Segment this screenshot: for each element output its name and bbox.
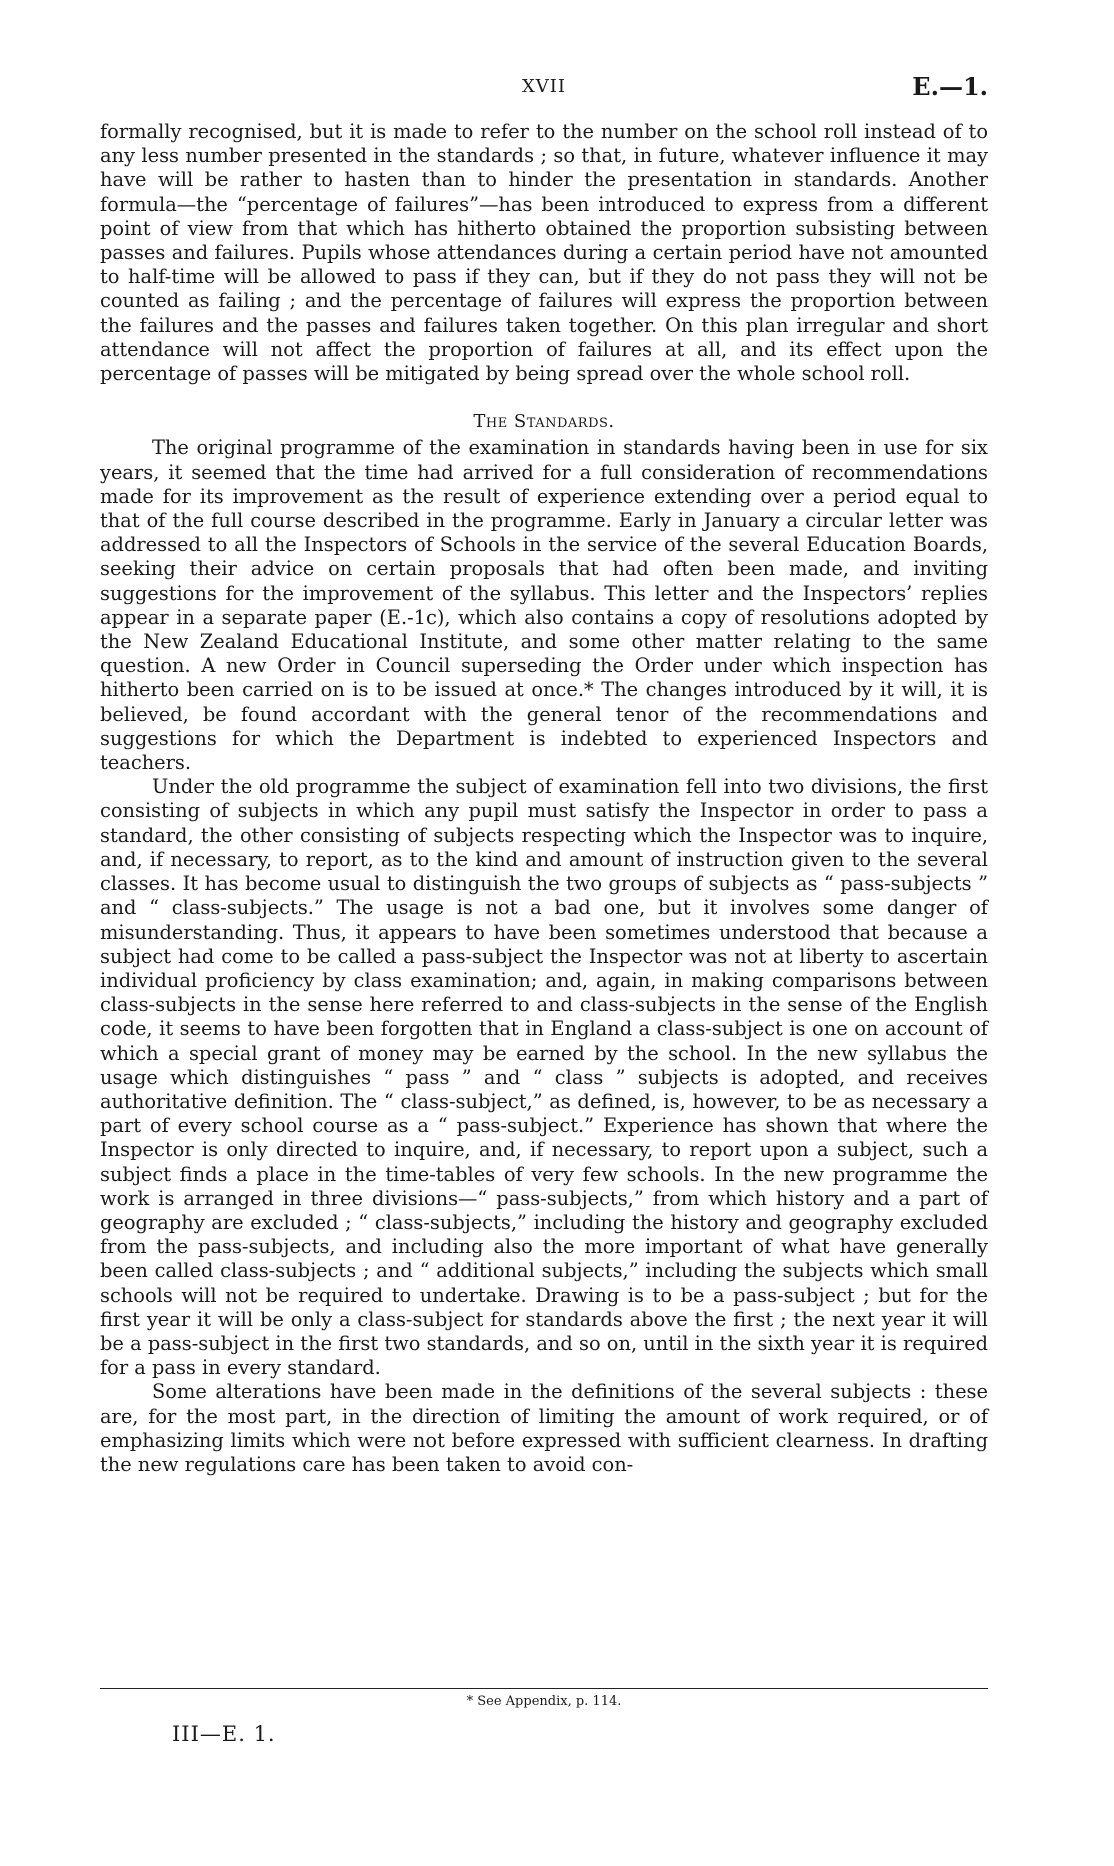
page-number: XVII bbox=[521, 76, 567, 97]
signature-mark: III—E. 1. bbox=[172, 1722, 276, 1746]
page-header bbox=[100, 72, 988, 102]
paragraph-4: Some alterations have been made in the definitions of the several subjects : these are, for the most part, in the direction of limiting the amount of work required, or of emphasizing limits which were not before expressed with sufficient clearness. In drafting the new regulations care has been taken to avoid con- bbox=[100, 1380, 988, 1476]
section-heading: The Standards. bbox=[473, 411, 615, 433]
paragraph-2: The original programme of the examination in standards having been in use for six years, it seemed that the time had arrived for a full consideration of recommendations made for its improvement as the result of experience extending over a period equal to that of the full course described in the programme. Early in January a circular letter was addressed to all the Inspectors of Schools in the service of the several Education Boards, seeking their advice on certain proposals that had often been made, and inviting suggestions for the improvement of the syllabus. This letter and the Inspectors’ replies appear in a separate paper (E.-1c), which also contains a copy of resolutions adopted by the New Zealand Educational Institute, and some other matter relating to the same question. A new Order in Council superseding the Order under which inspection has hitherto been carried on is to be issued at once.* The changes introduced by it will, it is believed, be found accordant with the general tenor of the recommendations and suggestions for which the Department is indebted to experienced Inspectors and teachers. bbox=[100, 436, 988, 775]
footnote-divider bbox=[100, 1688, 988, 1689]
paragraph-3: Under the old programme the subject of examination fell into two divisions, the first consisting of subjects in which any pupil must satisfy the Inspector in order to pass a standard, the other consisting of subjects respecting which the Inspector was to inquire, and, if necessary, to report, as to the kind and amount of instruction given to the several classes. It has become usual to distinguish the two groups of subjects as “ pass-subjects ” and “ class-subjects.” The usage is not a bad one, but it involves some danger of misunderstanding. Thus, it appears to have been sometimes understood that because a subject had come to be called a pass-subject the Inspector was not at liberty to ascertain individual proficiency by class examination; and, again, in making comparisons between class-subjects in the sense here referred to and class-subjects in the sense of the English code, it seems to have been forgotten that in England a class-subject is one on account of which a special grant of money may be earned by the school. In the new syllabus the usage which distinguishes “ pass ” and “ class ” subjects is adopted, and receives authoritative definition. The “ class-subject,” as defined, is, however, to be as necessary a part of every school course as a “ pass-subject.” Experience has shown that where the Inspector is only directed to inquire, and, if necessary, to report upon a subject, such a subject finds a place in the time-tables of very few schools. In the new programme the work is arranged in three divisions—“ pass-subjects,” from which history and a part of geography are excluded ; “ class-subjects,” including the history and geography excluded from the pass-subjects, and including also the more important of what have generally been called class-subjects ; and “ additional subjects,” including the subjects which small schools will not be required to undertake. Drawing is to be a pass-subject ; but for the first year it will be only a class-subject for standards above the first ; the next year it will be a pass-subject in the first two standards, and so on, until in the sixth year it is required for a pass in every standard. bbox=[100, 775, 988, 1380]
paragraph-1: formally recognised, but it is made to refer to the number on the school roll instead of to any less number presented in the standards ; so that, in future, whatever influence it may have will be rather to hasten than to hinder the presentation in standards. Another formula—the “percentage of failures”—has been introduced to express from a different point of view from that which has hitherto obtained the proportion subsisting between passes and failures. Pupils whose attendances during a certain period have not amounted to half-time will be allowed to pass if they can, but if they do not pass they will not be counted as failing ; and the percentage of failures will express the proportion between the failures and the passes and failures taken together. On this plan irregular and short attendance will not affect the proportion of failures at all, and its effect upon the percentage of passes will be mitigated by being spread over the whole school roll. bbox=[100, 120, 988, 386]
footnote: * See Appendix, p. 114. bbox=[466, 1694, 622, 1709]
document-code: E.—1. bbox=[912, 72, 988, 101]
body-text bbox=[100, 120, 988, 1477]
